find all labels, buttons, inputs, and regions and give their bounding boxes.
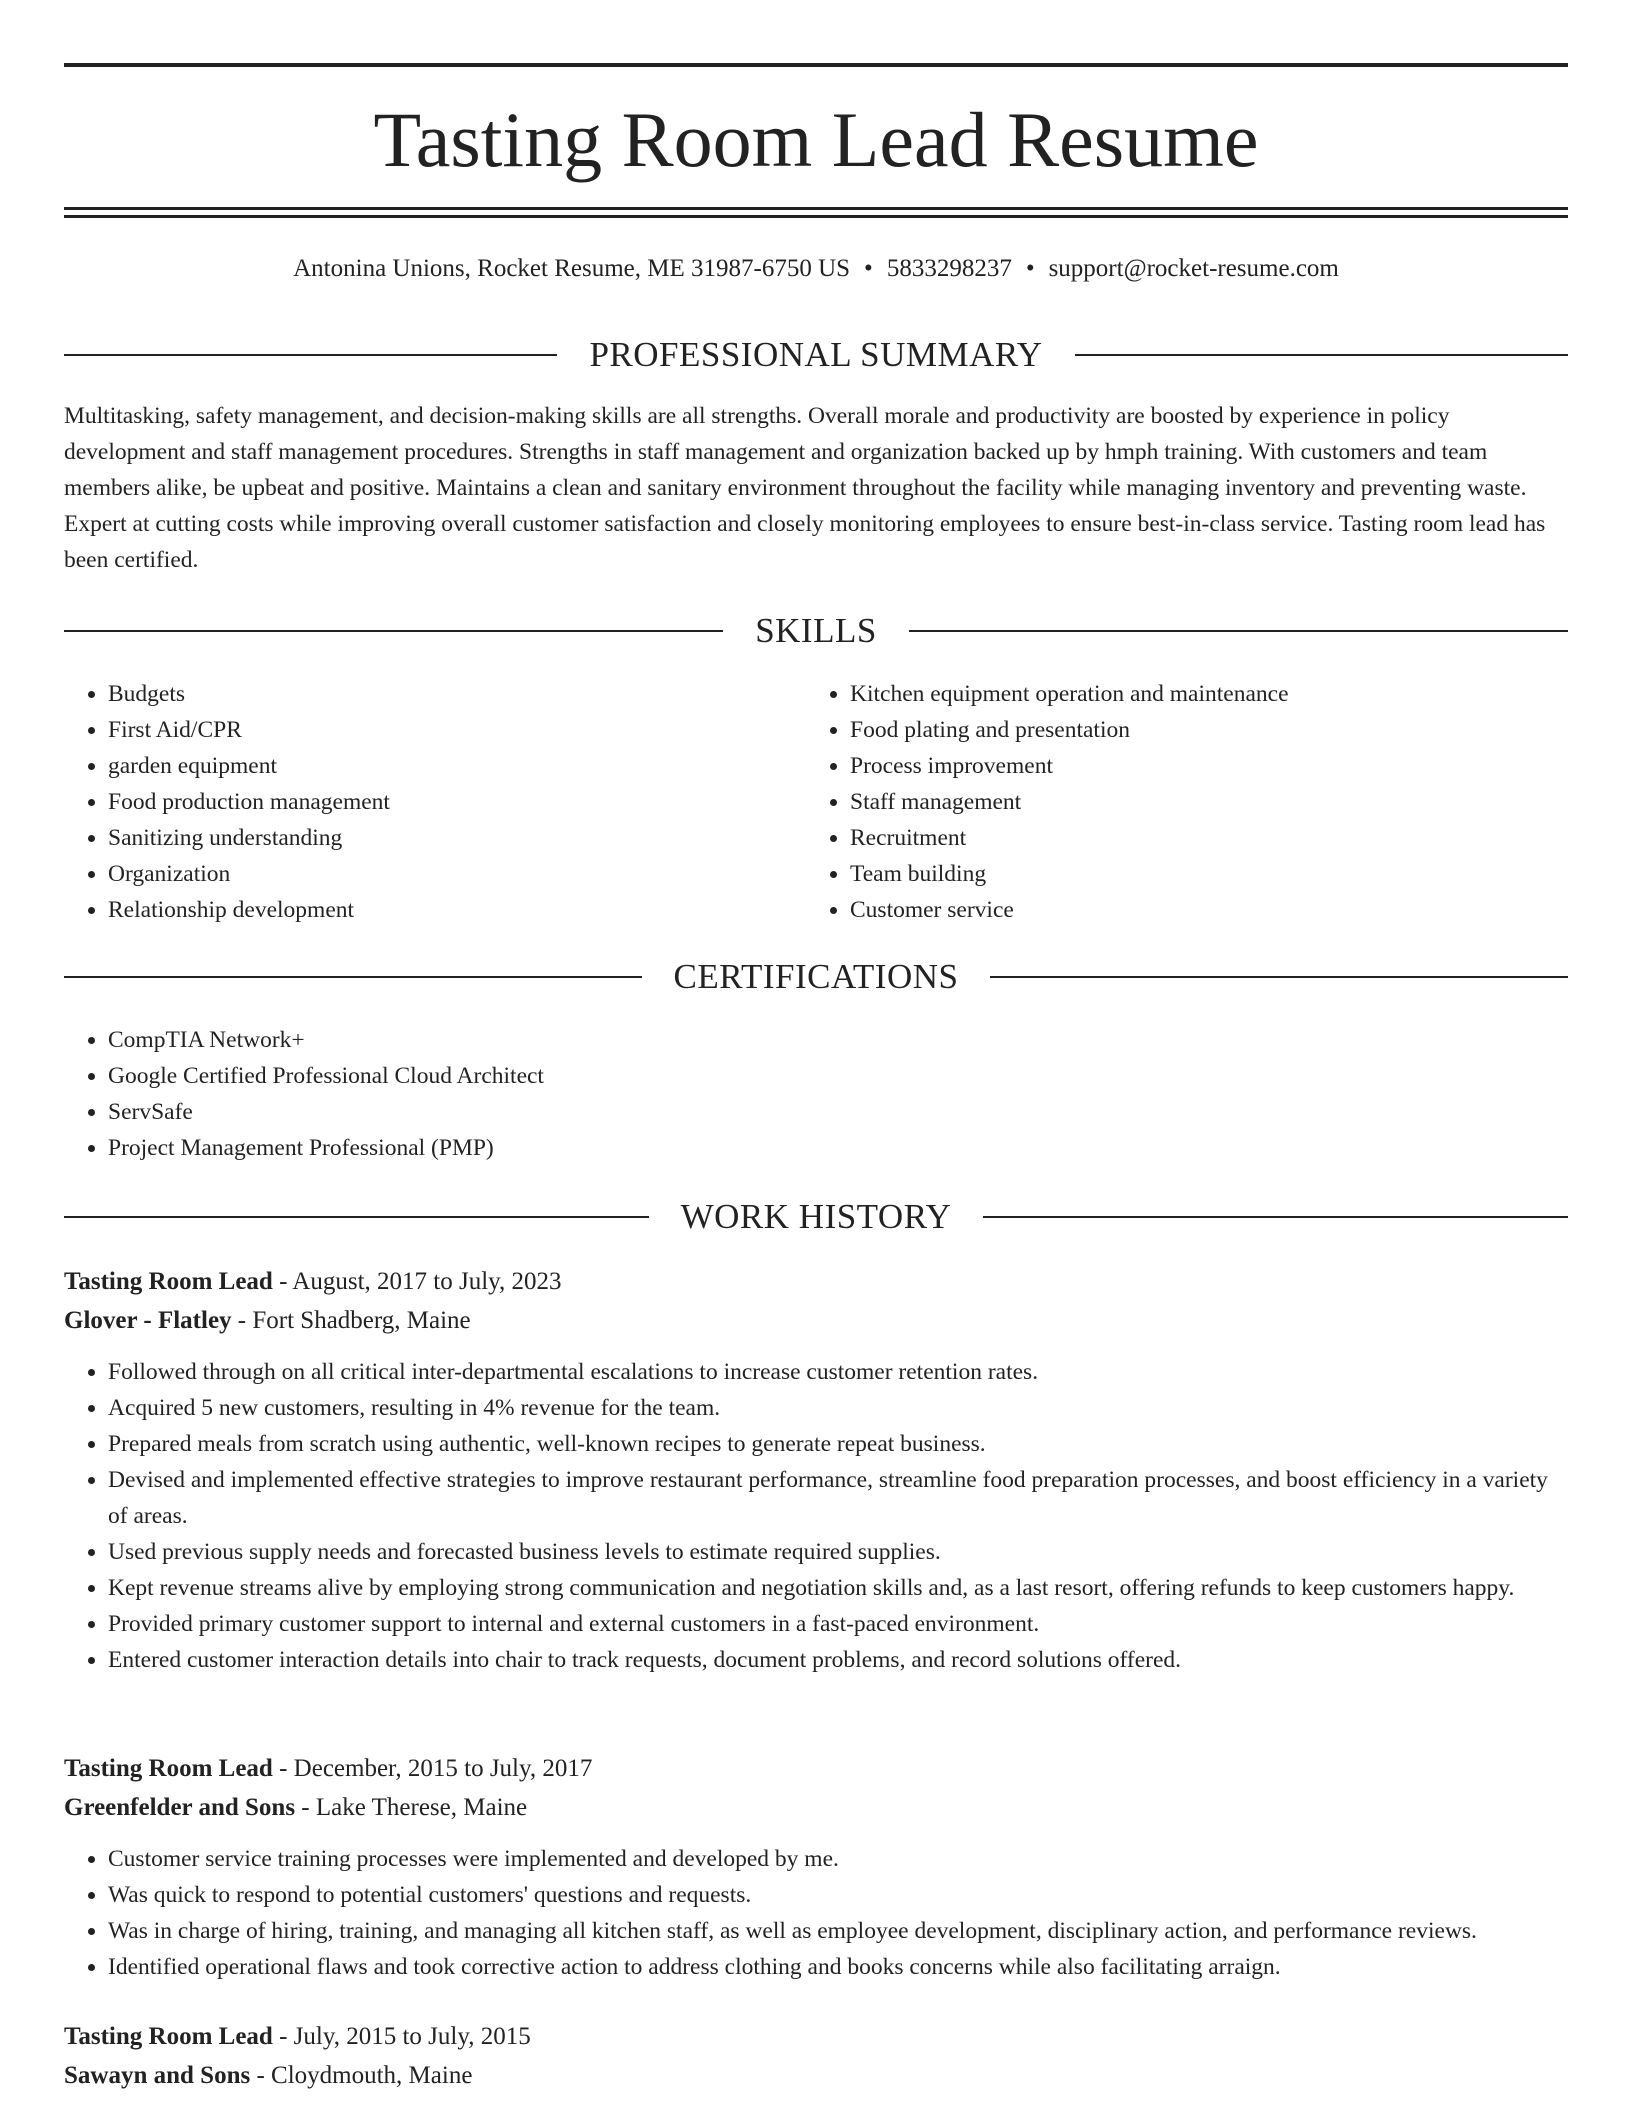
job-entry	[64, 1262, 1568, 1678]
section-divider	[990, 976, 1568, 978]
job-dates: - August, 2017 to July, 2023	[272, 1268, 562, 1295]
section-header-summary	[64, 333, 1568, 377]
skill-item: • First Aid/CPR	[108, 712, 764, 748]
header-top-rule	[64, 63, 1568, 67]
job-dates: - December, 2015 to July, 2017	[272, 1755, 593, 1782]
job-location: - Fort Shadberg, Maine	[231, 1307, 471, 1334]
skill-item: • garden equipment	[108, 748, 764, 784]
job-dates: - July, 2015 to July, 2015	[272, 2023, 531, 2050]
job-title-line	[64, 1749, 1568, 1788]
certification-item: • CompTIA Network+	[108, 1022, 1568, 1058]
certification-item: • ServSafe	[108, 1094, 1568, 1130]
job-title: Tasting Room Lead	[64, 2023, 273, 2050]
job-company-line	[64, 2056, 1568, 2095]
job-company-line	[64, 1788, 1568, 1827]
job-bullets	[64, 1841, 1568, 1985]
section-title-skills: SKILLS	[755, 611, 877, 650]
job-company-line	[64, 1301, 1568, 1340]
skills-right-column	[806, 676, 1506, 928]
skill-item: • Team building	[850, 856, 1506, 892]
job-bullet: • Was quick to respond to potential customers' questions and requests.	[108, 1877, 1568, 1913]
skill-item: • Budgets	[108, 676, 764, 712]
skill-item: • Food production management	[108, 784, 764, 820]
job-bullet: • Devised and implemented effective strategies to improve restaurant performance, streamline food preparation processes, and boost efficiency in a variety of areas.	[108, 1462, 1568, 1534]
job-title: Tasting Room Lead	[64, 1755, 273, 1782]
summary-text: Multitasking, safety management, and decision-making skills are all strengths. Overall morale and productivity are boosted by experience in policy development and staff management procedures. Strengths in staff management and organization backed up by hmph training. With customers and team members alike, be upbeat and positive. Maintains a clean and sanitary environment throughout the facility while managing inventory and preventing waste. Expert at cutting costs while improving overall customer satisfaction and closely monitoring employees to ensure best-in-class service. Tasting room lead has been certified.	[64, 403, 1546, 573]
job-bullet: • Kept revenue streams alive by employing strong communication and negotiation skills and, as a last resort, offering refunds to keep customers happy.	[108, 1570, 1568, 1606]
job-bullet: • Was in charge of hiring, training, and managing all kitchen staff, as well as employee development, disciplinary action, and performance reviews.	[108, 1913, 1568, 1949]
section-title-work-history: WORK HISTORY	[680, 1197, 952, 1236]
job-title-line	[64, 1262, 1568, 1301]
section-header-certifications	[64, 955, 1568, 999]
skills-left-column	[64, 676, 764, 928]
contact-line	[64, 253, 1568, 285]
job-company: Greenfelder and Sons	[64, 1794, 296, 1821]
job-entry	[64, 1749, 1568, 1985]
header-rule-upper	[64, 207, 1568, 210]
job-location: - Cloydmouth, Maine	[250, 2062, 473, 2089]
job-bullet: • Acquired 5 new customers, resulting in 4% revenue for the team.	[108, 1390, 1568, 1426]
job-bullet: • Used previous supply needs and forecasted business levels to estimate required supplies.	[108, 1534, 1568, 1570]
section-divider	[64, 354, 557, 356]
skill-item: • Process improvement	[850, 748, 1506, 784]
page-title: Tasting Room Lead Resume	[373, 96, 1259, 183]
job-bullets	[64, 1354, 1568, 1678]
job-entry	[64, 2017, 1568, 2095]
skill-item: • Organization	[108, 856, 764, 892]
contact-address: Antonina Unions, Rocket Resume, ME 31987-6750 US	[293, 255, 851, 282]
section-header-work-history	[64, 1195, 1568, 1239]
section-divider	[983, 1216, 1568, 1218]
skill-item: • Recruitment	[850, 820, 1506, 856]
skill-item: • Relationship development	[108, 892, 764, 928]
section-divider	[64, 1216, 649, 1218]
contact-separator: •	[1025, 255, 1035, 282]
section-header-skills	[64, 609, 1568, 653]
job-bullet: • Provided primary customer support to internal and external customers in a fast-paced environment.	[108, 1606, 1568, 1642]
job-location: - Lake Therese, Maine	[295, 1794, 528, 1821]
section-divider	[64, 976, 642, 978]
job-title-line	[64, 2017, 1568, 2056]
job-company: Sawayn and Sons	[64, 2062, 251, 2089]
certification-item: • Project Management Professional (PMP)	[108, 1130, 1568, 1166]
job-bullet: • Identified operational flaws and took corrective action to address clothing and books concerns while also facilitating arraign.	[108, 1949, 1568, 1985]
job-bullet: • Followed through on all critical inter-departmental escalations to increase customer retention rates.	[108, 1354, 1568, 1390]
skill-item: • Customer service	[850, 892, 1506, 928]
section-title-summary: PROFESSIONAL SUMMARY	[589, 335, 1043, 374]
job-company: Glover - Flatley	[64, 1307, 232, 1334]
section-divider	[909, 630, 1568, 632]
contact-phone: 5833298237	[886, 255, 1012, 282]
contact-separator: •	[864, 255, 873, 282]
skill-item: • Staff management	[850, 784, 1506, 820]
skill-item: • Kitchen equipment operation and maintenance	[850, 676, 1506, 712]
section-divider	[64, 630, 723, 632]
header-rule-lower	[64, 215, 1568, 218]
job-bullet: • Entered customer interaction details into chair to track requests, document problems, and record solutions offered.	[108, 1642, 1568, 1678]
job-title: Tasting Room Lead	[64, 1268, 273, 1295]
skill-item: • Food plating and presentation	[850, 712, 1506, 748]
certification-item: • Google Certified Professional Cloud Architect	[108, 1058, 1568, 1094]
skill-item: • Sanitizing understanding	[108, 820, 764, 856]
job-bullet: • Prepared meals from scratch using authentic, well-known recipes to generate repeat business.	[108, 1426, 1568, 1462]
section-divider	[1075, 354, 1568, 356]
certifications-list	[64, 1022, 1568, 1166]
job-bullet: • Customer service training processes were implemented and developed by me.	[108, 1841, 1568, 1877]
contact-email: support@rocket-resume.com	[1048, 255, 1339, 282]
section-title-certifications: CERTIFICATIONS	[673, 957, 959, 996]
